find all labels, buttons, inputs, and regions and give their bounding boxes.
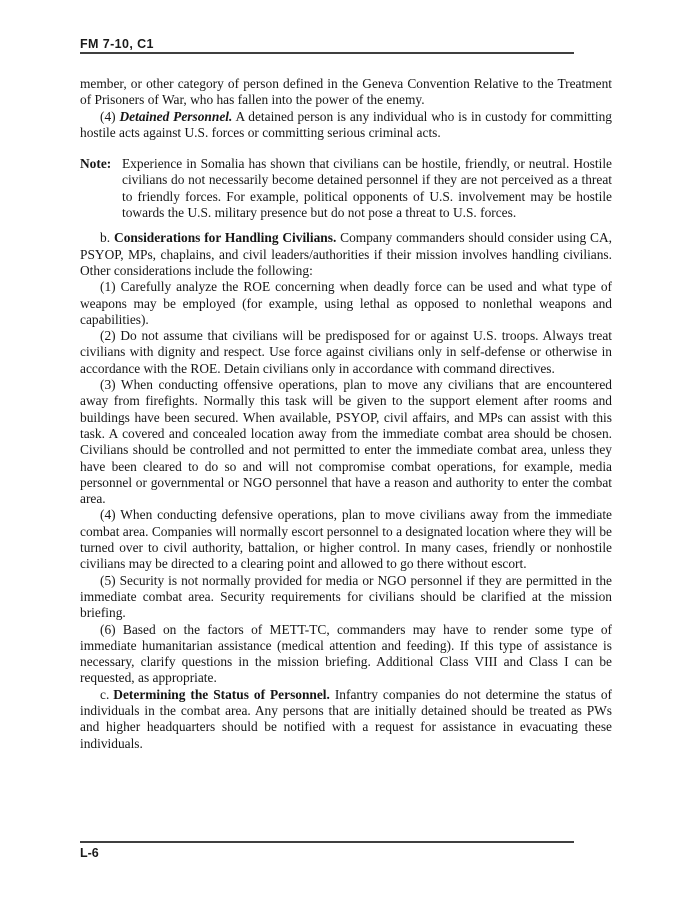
note-block: [80, 156, 612, 221]
paragraph-item-5: [80, 573, 612, 622]
page-number: L-6: [80, 846, 99, 860]
run-in-heading: Determining the Status of Personnel.: [113, 686, 330, 702]
footer-rule: [80, 841, 574, 843]
paragraph-item-3: [80, 377, 612, 507]
paragraph-item-2: [80, 328, 612, 377]
paragraph-text: (3) When conducting offensive operations, plan to move any civilians that are encountered away from firefights. Normally this task will be given to the support element after rooms and buildings have been secured. When available, PSYOP, civil affairs, and MPs can assist with this task. A covered and concealed location away from the immediate combat area should be chosen. Civilians should be controlled and not permitted to enter the immediate combat area, unless they have been cleared to do so and will not compromise combat operations, for example, media personnel or governmental or NGO personnel that have a reason and authority to enter the combat area.: [80, 377, 612, 507]
paragraph-text: A detained person is any individual who is in custody for committing hostile acts against U.S. forces or committing serious criminal acts.: [80, 108, 612, 140]
paragraph-text: (2) Do not assume that civilians will be predisposed for or against U.S. troops. Always treat civilians with dignity and respect. Use force against civilians only in self-defense or otherwise in accordance with the ROE. Detain civilians only in accordance with command directives.: [80, 328, 612, 376]
paragraph-text: (4) When conducting defensive operations, plan to move civilians away from the immediate combat area. Companies will normally escort personnel to a designated location where they will be turned over to civil authority, battalion, or higher control. In many cases, friendly or nonhostile civilians may be directed to a clearing point and allowed to go there without escort.: [80, 507, 612, 572]
paragraph-item-4: [80, 507, 612, 572]
paragraph-text: (1) Carefully analyze the ROE concerning when deadly force can be used and what type of weapons may be employed (for example, using lethal as opposed to nonlethal weapons and capabilities).: [80, 279, 612, 327]
paragraph-intro-continuation: [80, 76, 612, 109]
list-letter: c.: [100, 686, 110, 702]
run-in-heading: Detained Personnel.: [119, 108, 233, 124]
document-body: [80, 76, 612, 752]
paragraph-text: Infantry companies do not determine the status of individuals in the combat area. Any persons that are initially detained should be treated as PWs and higher headquarters should be notified with a request for assistance in evacuating these individuals.: [80, 686, 613, 751]
note-label: Note:: [80, 156, 112, 172]
paragraph-detained-personnel: [80, 109, 612, 142]
paragraph-text: member, or other category of person defined in the Geneva Convention Relative to the Treatment of Prisoners of War, who has fallen into the power of the enemy.: [80, 76, 612, 108]
note-text: Experience in Somalia has shown that civilians can be hostile, friendly, or neutral. Hostile civilians do not necessarily become detained personnel if they are not perceived as a threat to friendly forces. For example, political opponents of U.S. involvement may be hostile towards the U.S. military presence but do not pose a threat to U.S. forces.: [122, 156, 612, 221]
paragraph-text: (5) Security is not normally provided for media or NGO personnel if they are permitted in the immediate combat area. Security requirements for civilians should be clarified at the mission briefing.: [80, 572, 612, 621]
list-number: (4): [100, 108, 120, 124]
header-rule: [80, 52, 574, 54]
paragraph-section-b: [80, 230, 612, 279]
paragraph-item-6: [80, 622, 612, 687]
paragraph-section-c: [80, 687, 612, 752]
paragraph-text: (6) Based on the factors of METT-TC, commanders may have to render some type of immediate humanitarian assistance (medical attention and feeding). If this type of assistance is necessary, clarify questions in the mission briefing. Additional Class VIII and Class I can be requested, as appropriate.: [80, 621, 612, 686]
paragraph-text: Company commanders should consider using CA, PSYOP, MPs, chaplains, and civil leaders/authorities if their mission involves handling civilians. Other considerations include the following:: [80, 230, 612, 278]
page-header-title: FM 7-10, C1: [80, 37, 154, 51]
paragraph-item-1: [80, 279, 612, 328]
run-in-heading: Considerations for Handling Civilians.: [114, 230, 337, 246]
list-letter: b.: [100, 230, 111, 246]
